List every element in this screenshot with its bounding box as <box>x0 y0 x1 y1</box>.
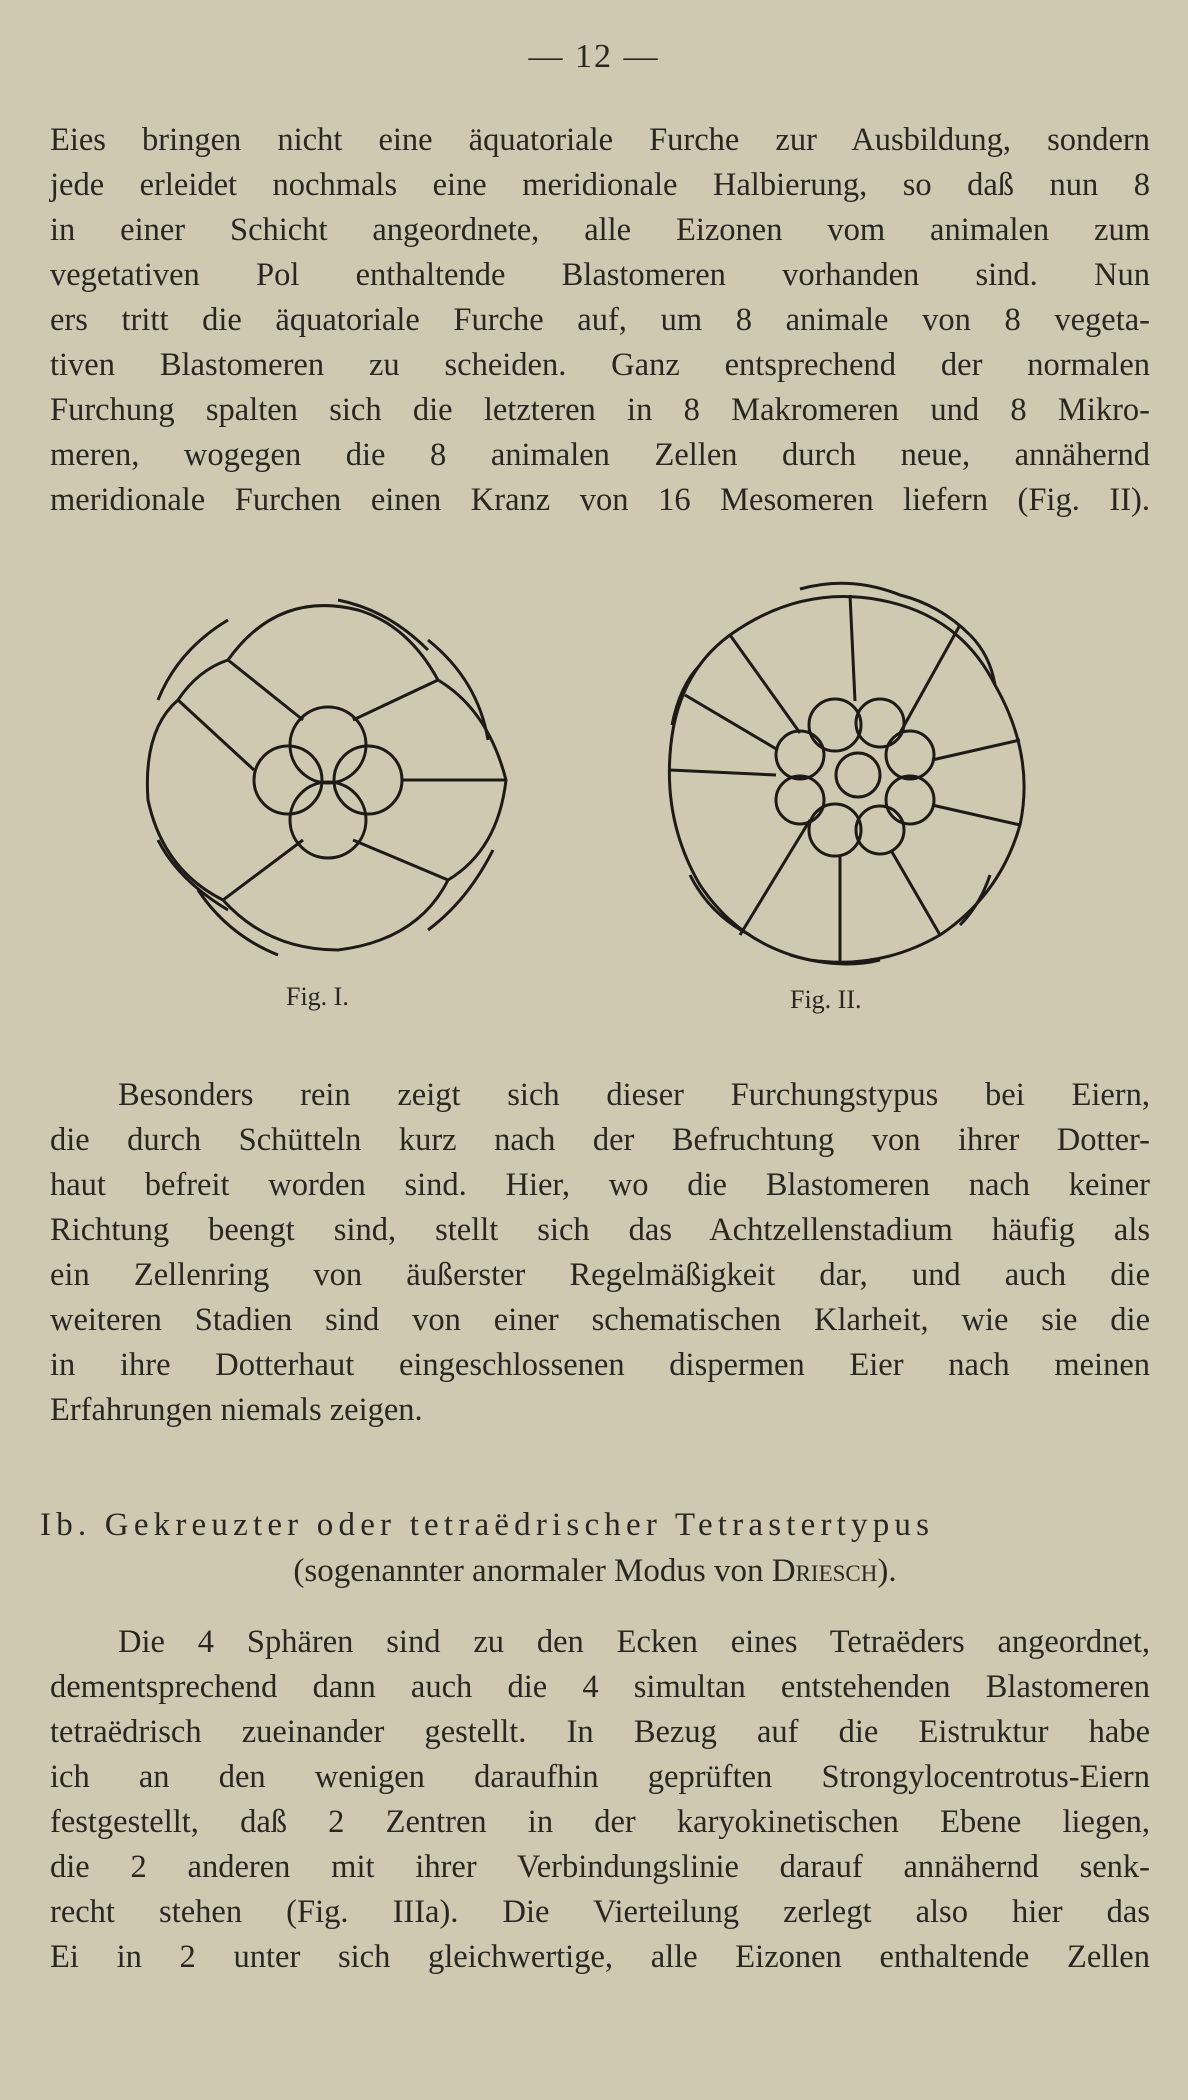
text-line: tiven Blastomeren zu scheiden. Ganz entsprechend der normalen <box>50 347 1150 383</box>
text-line: Ei in 2 unter sich gleichwertige, alle Eizonen enthaltende Zellen <box>50 1939 1150 1975</box>
heading-subtitle <box>40 1548 1150 1594</box>
text-line: in ihre Dotterhaut eingeschlossenen dispermen Eier nach meinen <box>50 1347 1150 1383</box>
text-line: tetraëdrisch zueinander gestellt. In Bezug auf die Eistruktur habe <box>50 1714 1150 1750</box>
text-line: Eies bringen nicht eine äquatoriale Furche zur Ausbildung, sondern <box>50 122 1150 158</box>
text-line: in einer Schicht angeordnete, alle Eizonen vom animalen zum <box>50 212 1150 248</box>
paragraph-2 <box>50 1073 1150 1433</box>
paragraph-3 <box>50 1620 1150 1980</box>
text-line: ich an den wenigen daraufhin geprüften Strongylocentrotus-Eiern <box>50 1759 1150 1795</box>
text-line: meren, wogegen die 8 animalen Zellen durch neue, annähernd <box>50 437 1150 473</box>
author-name: Driesch <box>771 1553 878 1589</box>
figure-2-caption: Fig. II. <box>790 985 862 1014</box>
text-line: haut befreit worden sind. Hier, wo die Blastomeren nach keiner <box>50 1167 1150 1203</box>
section-heading <box>40 1502 1150 1594</box>
text-line: recht stehen (Fig. IIIa). Die Vierteilung zerlegt also hier das <box>50 1894 1150 1930</box>
text-line: weiteren Stadien sind von einer schematischen Klarheit, wie sie die <box>50 1302 1150 1338</box>
figure-1-caption: Fig. I. <box>286 982 349 1011</box>
text-line: Erfahrungen niemals zeigen. <box>50 1392 423 1428</box>
page-number: — 12 — <box>528 38 660 75</box>
text-line: meridionale Furchen einen Kranz von 16 Mesomeren liefern (Fig. II). <box>50 482 1150 518</box>
text-line: dementsprechend dann auch die 4 simultan entstehenden Blastomeren <box>50 1669 1150 1705</box>
heading-title: Ib. Gekreuzter oder tetraëdrischer Tetrastertypus <box>40 1507 935 1543</box>
text-line: vegetativen Pol enthaltende Blastomeren vorhanden sind. Nun <box>50 257 1150 293</box>
text-line: Richtung beengt sind, stellt sich das Achtzellenstadium häufig als <box>50 1212 1150 1248</box>
text-line: ein Zellenring von äußerster Regelmäßigkeit dar, und auch die <box>50 1257 1150 1293</box>
text-line: festgestellt, daß 2 Zentren in der karyokinetischen Ebene liegen, <box>50 1804 1150 1840</box>
text-line: Furchung spalten sich die letzteren in 8 Makromeren und 8 Mikro- <box>50 392 1150 428</box>
figure-1-drawing <box>138 580 518 970</box>
text-line: ers tritt die äquatoriale Furche auf, um 8 animale von 8 vegeta- <box>50 302 1150 338</box>
heading-subtitle-suffix: ). <box>877 1553 897 1589</box>
text-line: Besonders rein zeigt sich dieser Furchungstypus bei Eiern, <box>118 1077 1150 1113</box>
heading-subtitle-prefix: (sogenannter anormaler Modus von <box>293 1553 772 1589</box>
paragraph-1 <box>50 118 1150 523</box>
text-line: Die 4 Sphären sind zu den Ecken eines Tetraëders angeordnet, <box>118 1624 1150 1660</box>
figure-2-drawing <box>660 575 1040 975</box>
text-line: die 2 anderen mit ihrer Verbindungslinie darauf annähernd senk- <box>50 1849 1150 1885</box>
text-line: die durch Schütteln kurz nach der Befruchtung von ihrer Dotter- <box>50 1122 1150 1158</box>
text-line: jede erleidet nochmals eine meridionale Halbierung, so daß nun 8 <box>50 167 1150 203</box>
